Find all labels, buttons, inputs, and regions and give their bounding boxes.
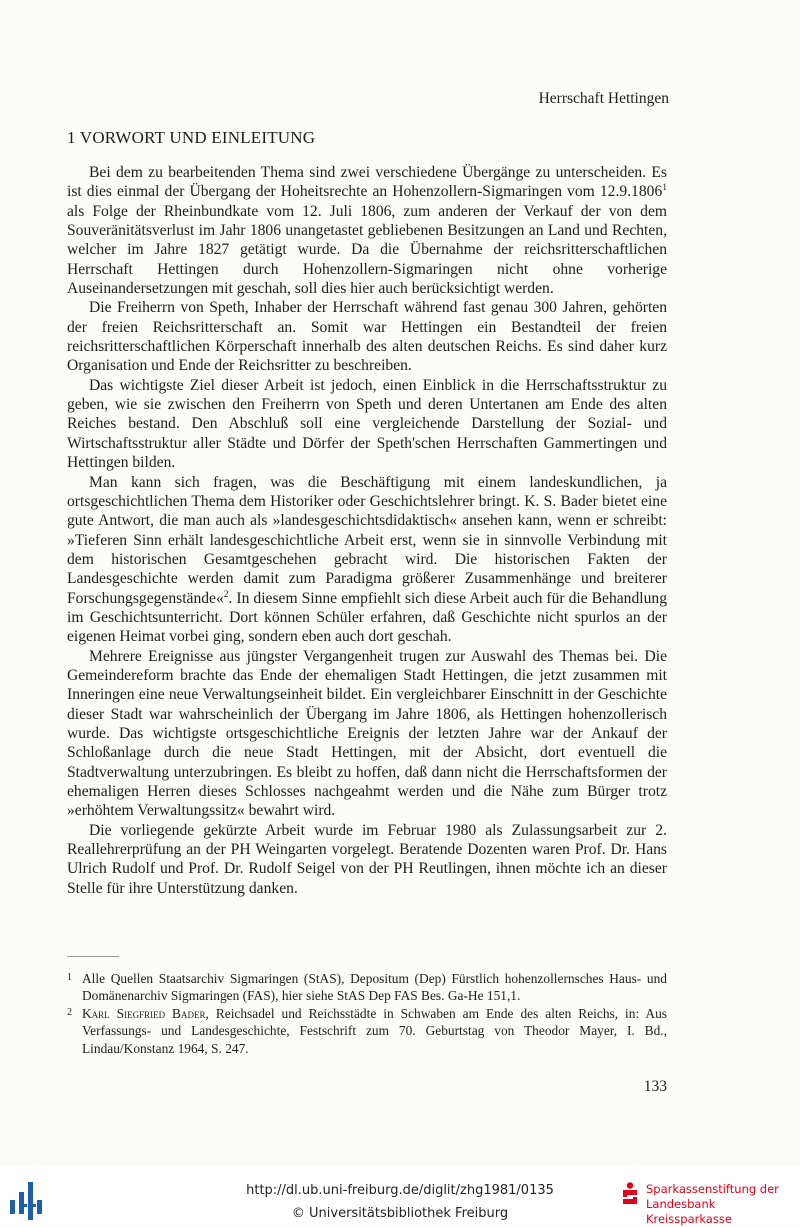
chapter-title: 1 VORWORT UND EINLEITUNG	[67, 128, 316, 147]
running-head: Herrschaft Hettingen	[538, 90, 669, 107]
footnote: 1 Alle Quellen Staatsarchiv Sigmaringen (StAS), Depositum (Dep) Fürstlich hohenzollernsches Haus- und Domänenarchiv Sigmaringen (FAS), hier siehe StAS Dep FAS Bes. Ga-He 151,1.	[67, 971, 667, 1004]
footnote-ref[interactable]: 2	[223, 589, 229, 600]
footer	[0, 1166, 800, 1226]
footnote-author: Karl Siegfried Bader	[82, 1005, 206, 1021]
permalink[interactable]: http://dl.ub.uni-freiburg.de/diglit/zhg1981/0135	[246, 1183, 554, 1198]
body-text	[67, 163, 667, 898]
sparkasse-logo-icon	[620, 1182, 640, 1204]
footnote-divider	[67, 956, 119, 957]
paragraph: Das wichtigste Ziel dieser Arbeit ist jedoch, einen Einblick in die Herrschaftsstruktur zu geben, wie sie zwischen den Freiherrn von Speth und deren Untertanen am Ende des alten Reiches bestand. Den Abschluß soll eine vergleichende Darstellung der Sozial- und Wirtschaftsstruktur aller Städte und Dörfer der Speth'schen Herrschaften Gammertingen und Hettingen bilden.	[67, 376, 667, 472]
paragraph: Man kann sich fragen, was die Beschäftigung mit einem landeskundlichen, ja ortsgeschichtlichen Thema dem Historiker oder Geschichtslehrer bringt. K. S. Bader bietet eine gute Antwort, die man auch als »landesgeschichtsdidaktisch« ansehen kann, wenn er schreibt: »Tieferen Sinn erhält landesgeschichtliche Arbeit erst, wenn sie in sinnvolle Verbindung mit dem historischen Gesamtgeschehen gebracht wird. Die historischen Fakten der Landesgeschichte werden damit zum Paradigma größerer Zusammenhänge und breiterer Forschungsgegenstände«$^2$. In diesem Sinne empfiehlt sich diese Arbeit auch für die Behandlung im Geschichtsunterricht. Dort können Schüler erfahren, daß Geschichte nicht spurlos an der eigenen Heimat vorbei ging, sondern eben auch dort geschah.	[67, 473, 667, 646]
footnote: 2 Karl Siegfried Bader, Reichsadel und Reichsstädte in Schwaben am Ende des alten Reichs, in: Aus Verfassungs- und Landesgeschichte, Festschrift zum 70. Geburtstag von Theodor Mayer, I. Bd., Lindau/Konstanz 1964, S. 247.	[67, 1005, 667, 1056]
footnote-number: 1	[67, 972, 72, 983]
paragraph: Bei dem zu bearbeitenden Thema sind zwei verschiedene Übergänge zu unterscheiden. Es ist dies einmal der Übergang der Hoheitsrechte an Hohenzollern-Sigmaringen vom 12.9.1806$^1$ als Folge der Rheinbundkate vom 12. Juli 1806, zum anderen der Verkauf der von dem Souveränitätsverlust im Jahr 1806 unangetastet gebliebenen Besitzungen an Land und Rechten, welcher im Jahre 1827 getätigt wurde. Da die Übernahme der reichsritterschaftlichen Herrschaft Hettingen durch Hohenzollern-Sigmaringen nicht ohne vorherige Auseinandersetzungen mit geschah, soll dies hier auch berücksichtigt werden.	[67, 164, 667, 298]
footnote-number: 2	[67, 1006, 72, 1018]
paragraph: Die Freiherrn von Speth, Inhaber der Herrschaft während fast genau 300 Jahren, gehörten der freien Reichsritterschaft an. Somit war Hettingen ein Bestandteil der freien reichsritterschaftlichen Körperschaft innerhalb des alten deutschen Reichs. Es sind daher kurz Organisation und Ende der Reichsritter zu beschreiben.	[67, 299, 667, 375]
footnote-ref[interactable]: 1	[662, 183, 667, 194]
footnotes	[67, 970, 667, 1057]
paragraph: Mehrere Ereignisse aus jüngster Vergangenheit trugen zur Auswahl des Themas bei. Die Gemeindereform brachte das Ende der ehemaligen Stadt Hettingen, die jetzt zusammen mit Inneringen eine neue Verwaltungseinheit bildet. Ein vergleichbarer Einschnitt in der Geschichte dieser Stadt war wahrscheinlich der Übergang im Jahre 1806, als Hettingen hohenzollerisch wurde. Das wichtigste ortsgeschichtliche Ereignis der letzten Jahre war der Ankauf der Schloßanlage durch die neue Stadt Hettingen, mit der Absicht, dort eventuell die Stadtverwaltung unterzubringen. Es bleibt zu hoffen, daß dann nicht die Herrschaftsformen der ehemaligen Herren dieses Schlosses nachgeahmt werden und die Nähe zum Bürger trotz »erhöhtem Verwaltungssitz« bewahrt wird.	[67, 647, 667, 820]
sponsor-text: Sparkassenstiftung der Landesbank Kreissparkasse	[646, 1182, 779, 1226]
paragraph: Die vorliegende gekürzte Arbeit wurde im Februar 1980 als Zulassungsarbeit zur 2. Reallehrerprüfung an der PH Weingarten vorgelegt. Beratende Dozenten waren Prof. Dr. Hans Ulrich Rudolf und Prof. Dr. Rudolf Seigel von der PH Reutlingen, ihnen möchte ich an dieser Stelle für ihre Unterstützung danken.	[67, 821, 667, 897]
page-number: 133	[643, 1078, 667, 1095]
copyright: © Universitätsbibliothek Freiburg	[291, 1206, 509, 1221]
